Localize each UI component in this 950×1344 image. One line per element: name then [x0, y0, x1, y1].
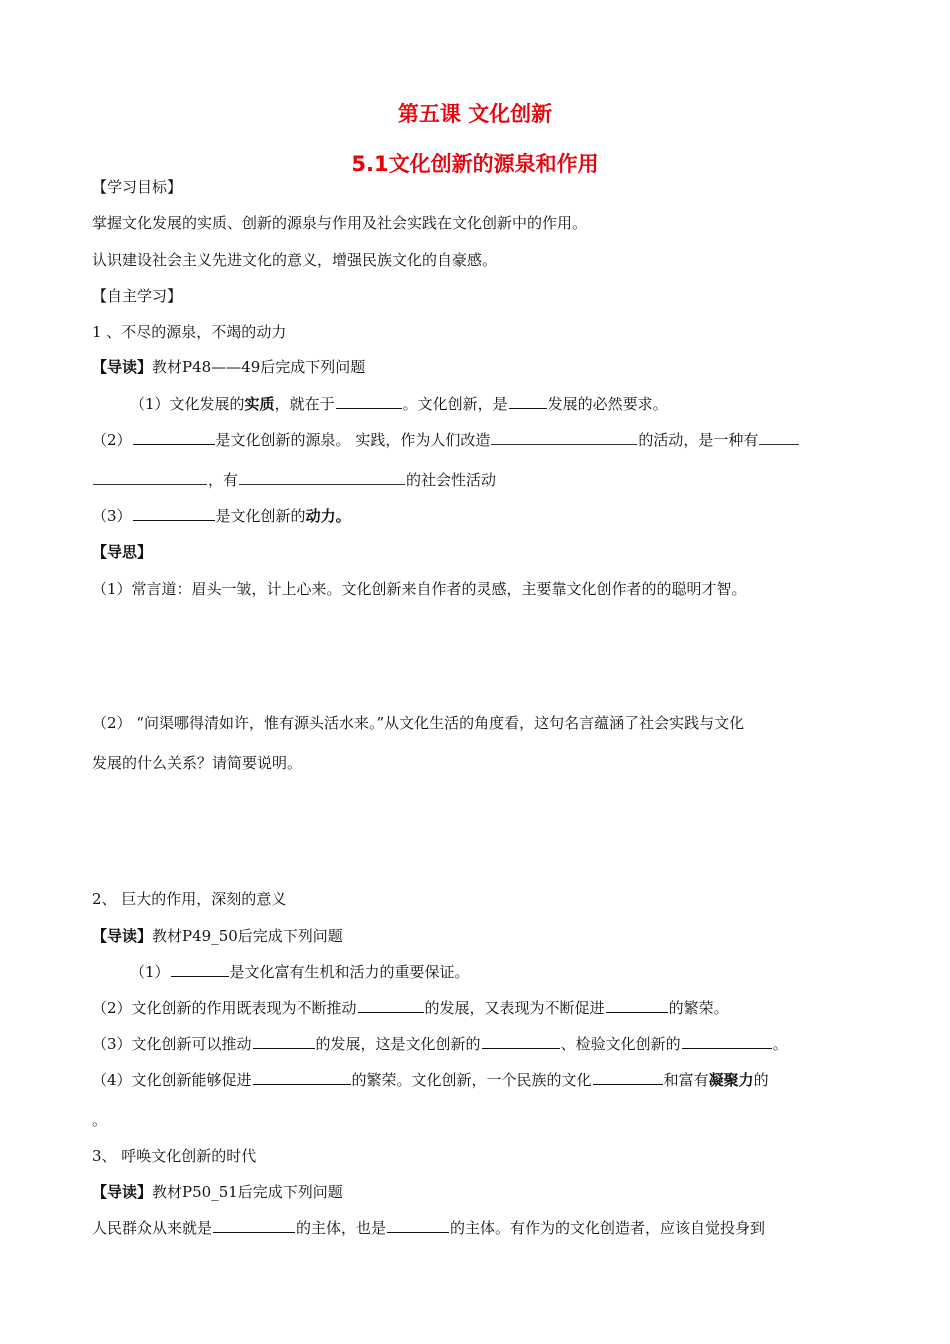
answer-blank[interactable] — [682, 1033, 772, 1049]
question-2-2: （2）文化创新的作用既表现为不断推动 的发展，又表现为不断促进 的繁荣。 — [92, 999, 729, 1017]
answer-blank[interactable] — [482, 1033, 560, 1049]
goals-header: 【学习目标】 — [92, 178, 183, 196]
question-1-3: （3） 是文化创新的动力。 — [92, 507, 351, 525]
part2-guide — [92, 925, 862, 947]
guide-label: 【导读】 — [92, 358, 153, 376]
guide-text: 教材P50_51后完成下列问题 — [152, 1183, 343, 1201]
think-2-cont: 发展的什么关系？请简要说明。 — [92, 754, 303, 772]
question-1-2: （2） 是文化创新的源泉。 实践，作为人们改造 的活动，是一种有 — [92, 429, 862, 451]
answer-blank[interactable] — [358, 997, 424, 1013]
answer-blank[interactable] — [491, 429, 637, 445]
answer-blank[interactable] — [239, 469, 405, 485]
answer-blank[interactable] — [93, 469, 207, 485]
answer-blank[interactable] — [253, 1069, 351, 1085]
part1-title: 1 、不尽的源泉，不竭的动力 — [92, 323, 287, 341]
goal-2: 认识建设社会主义先进文化的意义，增强民族文化的自豪感。 — [92, 251, 498, 269]
question-2-1: （1） 是文化富有生机和活力的重要保证。 — [130, 963, 470, 981]
answer-blank[interactable] — [253, 1033, 315, 1049]
guide-text: 教材P48——49后完成下列问题 — [152, 358, 366, 376]
guide-text: 教材P49_50后完成下列问题 — [152, 927, 343, 945]
part3-guide — [92, 1181, 862, 1203]
think-label: 【导思】 — [92, 543, 153, 561]
goal-1: 掌握文化发展的实质、创新的源泉与作用及社会实践在文化创新中的作用。 — [92, 214, 588, 232]
answer-blank[interactable] — [606, 997, 668, 1013]
answer-blank[interactable] — [387, 1217, 449, 1233]
part3-title: 3、 呼唤文化创新的时代 — [92, 1147, 257, 1165]
answer-blank[interactable] — [133, 429, 215, 445]
answer-blank[interactable] — [171, 961, 229, 977]
answer-blank[interactable] — [336, 393, 402, 409]
answer-blank[interactable] — [213, 1217, 295, 1233]
question-2-4-end: 。 — [92, 1111, 108, 1129]
lesson-subtitle: 5.1文化创新的源泉和作用 — [351, 152, 599, 176]
think-2: （2） “问渠哪得清如许，惟有源头活水来。”从文化生活的角度看，这句名言蕴涵了社会实践与文化 — [92, 714, 745, 732]
answer-blank[interactable] — [759, 429, 799, 445]
lesson-title: 第五课 文化创新 — [397, 102, 553, 126]
guide-label: 【导读】 — [92, 1183, 153, 1201]
question-1-1: （1）文化发展的实质，就在于 。文化创新，是 发展的必然要求。 — [130, 395, 668, 413]
answer-blank[interactable] — [133, 505, 215, 521]
question-2-4: （4）文化创新能够促进 的繁荣。文化创新，一个民族的文化 和富有凝聚力的 — [92, 1071, 769, 1089]
answer-blank[interactable] — [593, 1069, 663, 1085]
question-1-2-cont: ，有 的社会性活动 — [92, 469, 862, 491]
part1-guide — [92, 356, 862, 378]
question-2-3: （3）文化创新可以推动 的发展，这是文化创新的 、检验文化创新的 。 — [92, 1035, 788, 1053]
answer-blank[interactable] — [509, 393, 547, 409]
part2-title: 2、 巨大的作用，深刻的意义 — [92, 890, 287, 908]
self-study-header: 【自主学习】 — [92, 287, 183, 305]
question-3-1: 人民群众从来就是 的主体，也是 的主体。有作为的文化创造者，应该自觉投身到 — [92, 1219, 766, 1237]
guide-label: 【导读】 — [92, 927, 153, 945]
think-1: （1）常言道：眉头一皱，计上心来。文化创新来自作者的灵感，主要靠文化创作者的的聪明才智。 — [92, 580, 747, 598]
